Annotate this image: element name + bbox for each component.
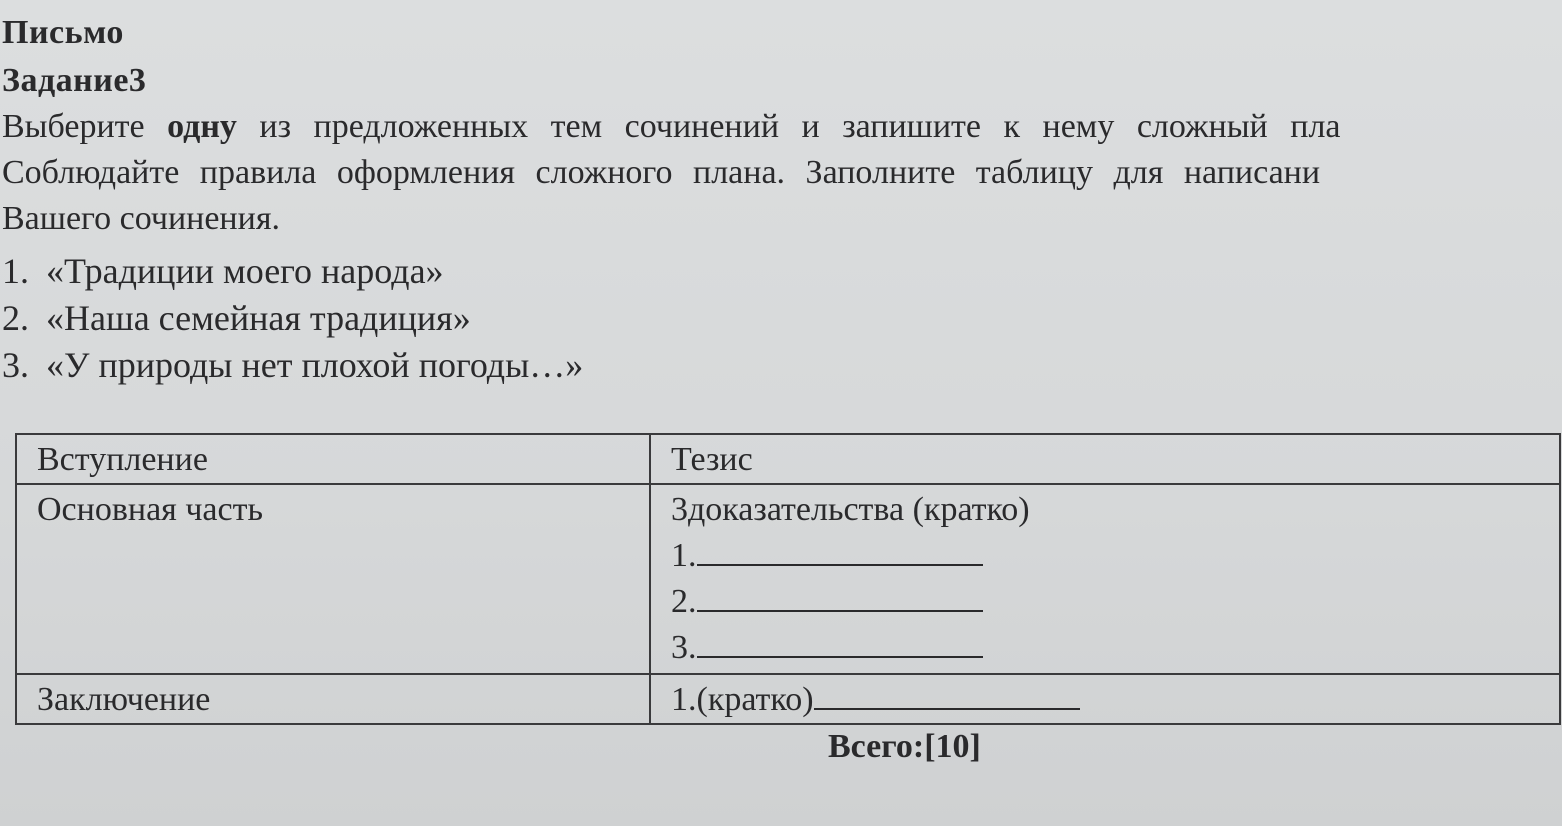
main-part-label: Основная часть [16, 484, 650, 674]
instruction-text: из предложенных тем сочинений и запишите к нему сложный пла [236, 108, 1341, 145]
answer-blank-1[interactable] [697, 536, 983, 566]
conclusion-cell [650, 674, 1560, 724]
topic-item [2, 248, 583, 295]
instruction-line-2: Соблюдайте правила оформления сложного плана. Заполните таблицу для написани [2, 154, 1321, 191]
thesis-label: Тезис [650, 434, 1560, 484]
topic-title: «У природы нет плохой погоды…» [46, 345, 584, 385]
total-score: Всего:[10] [828, 728, 981, 765]
evidence-number: 3. [671, 629, 697, 666]
conclusion-item: 1.(кратко) [671, 681, 814, 718]
instruction-line-3: Вашего сочинения. [2, 200, 280, 237]
table-row [16, 434, 1560, 484]
answer-blank-3[interactable] [697, 628, 983, 658]
topic-item [2, 295, 583, 342]
topic-item [2, 342, 583, 389]
intro-label: Вступление [16, 434, 650, 484]
answer-blank-conclusion[interactable] [814, 680, 1080, 710]
conclusion-label: Заключение [16, 674, 650, 724]
essay-plan-table [15, 433, 1561, 725]
evidence-item-1 [671, 533, 1559, 579]
evidence-number: 2. [671, 583, 697, 620]
evidence-number: 1. [671, 537, 697, 574]
section-title: Письмо [2, 14, 124, 51]
task-title: Задание3 [2, 62, 147, 99]
topic-number: 2. [2, 298, 29, 338]
topic-title: «Традиции моего народа» [46, 251, 444, 291]
topic-number: 1. [2, 251, 29, 291]
evidence-cell [650, 484, 1560, 674]
topic-list [2, 248, 583, 389]
evidence-item-3 [671, 625, 1559, 671]
evidence-item-2 [671, 579, 1559, 625]
evidence-label: 3доказательства (кратко) [671, 491, 1030, 528]
instruction-line-1 [2, 108, 1562, 146]
instruction-emphasis: одну [167, 108, 237, 145]
topic-title: «Наша семейная традиция» [46, 298, 471, 338]
table-row [16, 484, 1560, 674]
instruction-text: Выберите [2, 108, 168, 145]
table-row [16, 674, 1560, 724]
answer-blank-2[interactable] [697, 582, 983, 612]
topic-number: 3. [2, 345, 29, 385]
